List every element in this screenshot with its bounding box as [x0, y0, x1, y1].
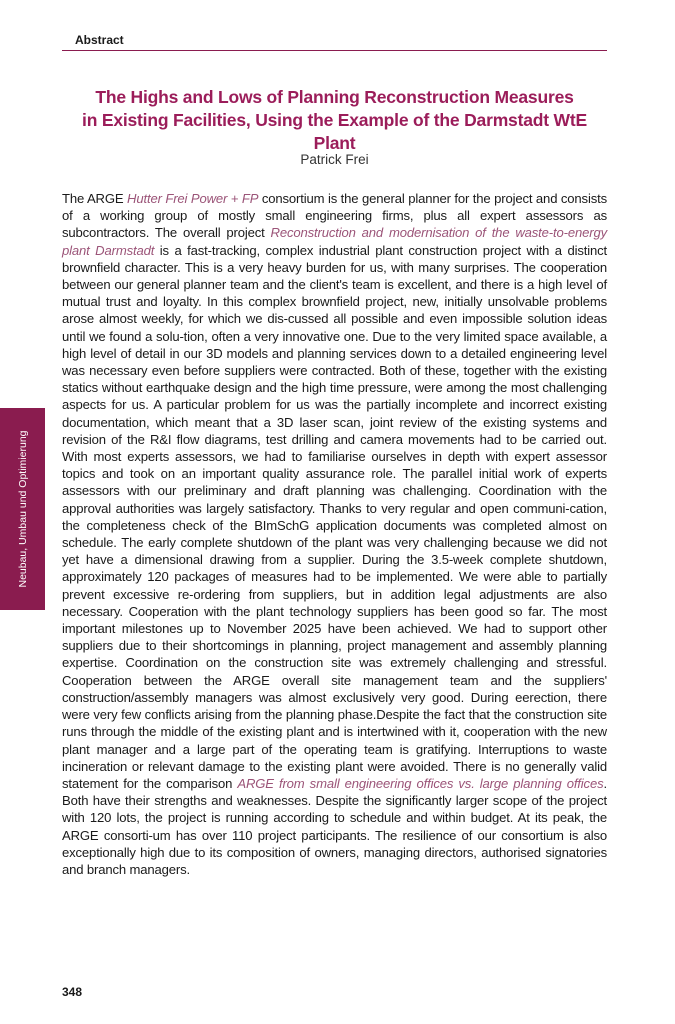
author-name: Patrick Frei: [300, 152, 369, 167]
comparison-phrase: ARGE from small engineering offices vs. large planning offices: [237, 775, 604, 791]
body-text-part: The ARGE: [62, 191, 128, 206]
body-text-part: consortium is the general planner for the project and consists of a working group of mostly small engineering firms, plus all expert assessors as subcontractors. The overall project: [62, 191, 607, 241]
section-side-tab: [0, 408, 45, 610]
project-name: Reconstruction and modernisation of the waste-to-energy plant Darmstadt: [62, 225, 607, 258]
body-text-part: . Both have their strengths and weaknesses. Despite the significantly larger scope of the project with 120 lots, the project is running according to schedule and within budget. At its peak, the ARGE consorti-um has over 110 project participants. The resilience of our consortium is also exceptionally high due to its composition of owners, managing directors, authorised signatories and branch managers.: [62, 775, 607, 877]
side-tab-label: Neubau, Umbau und Optimierung: [16, 430, 29, 588]
consortium-name: Hutter Frei Power + FP: [127, 191, 259, 206]
section-label: Abstract: [75, 33, 124, 47]
page-number: 348: [62, 985, 83, 999]
header-divider: [62, 50, 607, 51]
body-text-part: is a fast-tracking, complex industrial plant construction project with a distinct brownfield character. This is a very heavy burden for us, with many surprises. The cooperation between our general planner team and the client's team is excellent, and there is a high level of mutual trust and loyalty. In this complex brownfield project, new, initially unsolvable problems arose almost weekly, for which we dis-cussed all possible and even impossible solution ideas until we found a solu-tion, often a very innovative one. Due to the very limited space available, a high level of detail in our 3D models and planning services down to a detailed engineering level was necessary even before suppliers were contracted. Both of these, together with the existing statics without earthquake design and the high time pressure, were among the most challenging aspects for us. A particular problem for us was the partially incomplete and incorrect existing documentation, which meant that a 3D laser scan, joint review of the existing systems and revision of the R&I flow diagrams, test drilling and camera movements had to be carried out. With most experts assessors, we had to familiarise ourselves in depth with expert assessor topics and took on an important quality assurance role. The parallel initial work of experts assessors with our preliminary and draft planning was challenging. Coordination with the approval authorities was largely satisfactory. Thanks to very regular and open communi-cation, the completeness check of the BImSchG application documents was completed almost on schedule. The early complete shutdown of the plant was very challenging because we did not yet have a dimensional drawing from a supplier. During the 3.5-week complete shutdown, approximately 120 packages of measures had to be implemented. We were able to partially prevent excessive re-ordering from suppliers, but in addition legal adjustments are also necessary. Cooperation with the plant technology suppliers has been good so far. The most important milestones up to November 2025 have been achieved. We had to support other suppliers due to their shortcomings in planning, project management and assembly planning expertise. Coordination on the construction site was extremely challenging and stressful. Cooperation between the ARGE overall site management team and the suppliers' construction/assembly managers was almost exclusively very good. During eerection, there were very few conflicts arising from the planning phase.Despite the fact that the construction site runs through the middle of the existing plant and is intertwined with it, cooperation with the new plant manager and a large part of the operating team is gratifying. Interruptions to waste incineration or relevant damage to the existing plant were avoided. There is no generally valid statement for the comparison: [62, 242, 607, 791]
article-title: [62, 86, 607, 155]
abstract-body: [62, 190, 607, 878]
title-line-1: The Highs and Lows of Planning Reconstruction Measures: [95, 87, 574, 107]
title-line-2: in Existing Facilities, Using the Example of the Darmstadt WtE Plant: [82, 110, 587, 153]
